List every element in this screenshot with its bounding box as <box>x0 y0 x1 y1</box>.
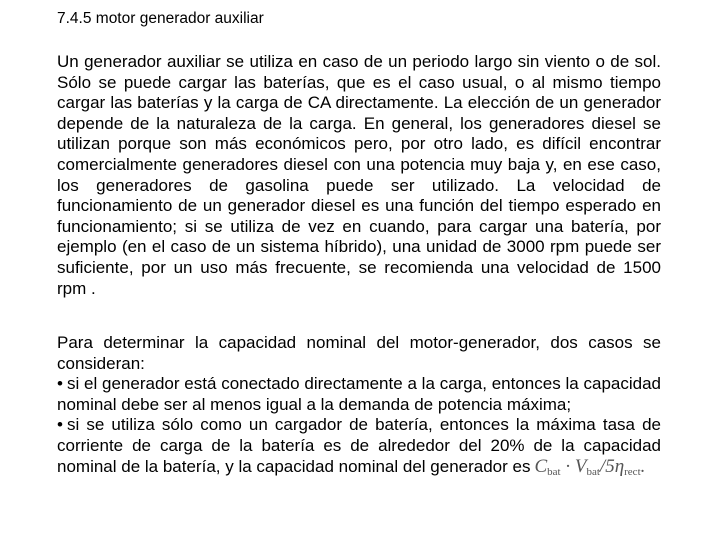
paragraph-intro: Para determinar la capacidad nominal del motor-generador, dos casos se consideran: <box>57 333 661 373</box>
bullet-text: si el generador está conectado directamente a la carga, entonces la capacidad nominal debe ser al menos igual a la demanda de potencia máxima; <box>57 374 661 414</box>
bullet-text: si se utiliza sólo como un cargador de batería, entonces la máxima tasa de corriente de carga de la batería es de alrededor del 20% de la capacidad nominal de la batería, y la capacidad nominal del generador es <box>57 415 661 476</box>
paragraph-rated-capacity <box>57 333 661 482</box>
paragraph-generator-usage: Un generador auxiliar se utiliza en caso de un periodo largo sin viento o de sol. Sólo se puede cargar las baterías, que es el caso usual, o al mismo tiempo cargar las baterías y la carga de CA directamente. La elección de un generador depende de la naturaleza de la carga. En general, los generadores diesel se utilizan porque son más económicos pero, por otro lado, es difícil encontrar comercialmente generadores diesel con una potencia muy baja y, en ese caso, los generadores de gasolina puede ser utilizado. La velocidad de funcionamiento de un generador diesel es una función del tiempo esperado en funcionamiento; si se utiliza de vez en cuando, para cargar una batería, por ejemplo (en el caso de un sistema híbrido), una unidad de 3000 rpm puede ser suficiente, por un uso más frecuente, se recomienda una velocidad de 1500 rpm . <box>57 52 661 298</box>
bullet-item-direct-load <box>57 374 661 415</box>
capacity-formula: $C_{bat} \cdot V_{bat}/5\eta_{rect}$. <box>534 455 646 478</box>
bullet-item-battery-charger <box>57 415 661 482</box>
document-page <box>57 0 661 540</box>
section-heading: 7.4.5 motor generador auxiliar <box>57 10 264 27</box>
bullet-icon: • <box>57 415 63 435</box>
bullet-icon: • <box>57 374 63 394</box>
